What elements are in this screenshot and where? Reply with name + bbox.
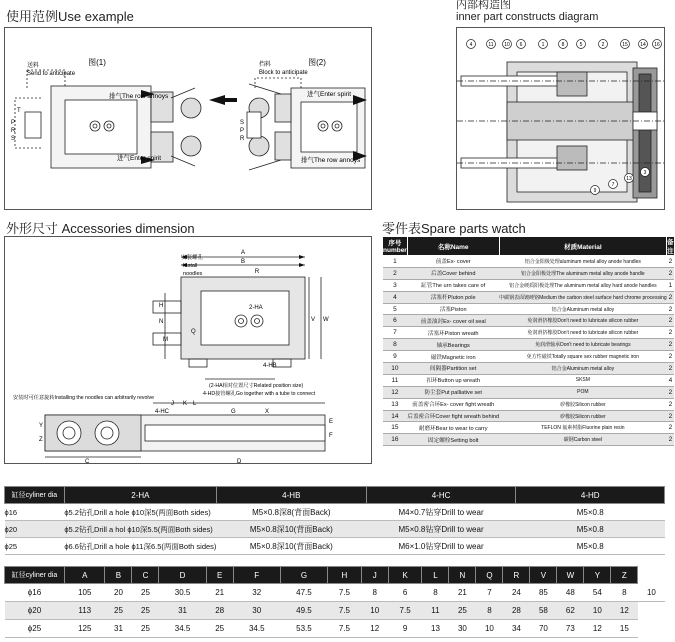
inner-title-cn: 内部构造图 [456, 0, 511, 11]
dim-label-a: A [240, 250, 246, 256]
fig2-intake-label: 进气Enter spirit [307, 91, 352, 98]
dim-cell: 7.5 [328, 584, 362, 602]
dim-cell: 25 [449, 602, 476, 620]
dim-header: K [388, 567, 422, 584]
parts-cell: 活塞杆Pluton pole [407, 291, 499, 303]
dim-cell: 25 [105, 602, 132, 620]
dim-cell: 34.5 [233, 620, 280, 638]
install-note-3: noodles [183, 271, 203, 277]
svg-text:16: 16 [654, 42, 660, 48]
parts-cell: 免润滑挤橡胶Don't need to lubricate silicon rubber [499, 327, 667, 339]
parts-cell: 2 [667, 386, 675, 398]
dim-cell: 28 [503, 602, 530, 620]
parts-cell: 15 [383, 422, 408, 434]
use-example-drawing [5, 28, 373, 211]
dim-cell: 25 [206, 620, 233, 638]
parts-header-name: 名称Name [407, 237, 499, 256]
dim-header: L [422, 567, 449, 584]
hole-spec-table [4, 486, 665, 555]
parts-header-number: 序号number [383, 237, 408, 256]
parts-cell: 磁铁Magnetic iron [407, 351, 499, 363]
parts-cell: 14 [383, 410, 408, 422]
inner-callout-top [639, 40, 648, 49]
parts-cell: 防尘套Put palliative set [407, 386, 499, 398]
parts-header-material: 材质Material [499, 237, 667, 256]
inner-callout-top [503, 40, 512, 49]
dim-cell: 32 [233, 584, 280, 602]
related-note: (2-HA相对位置尺寸Related position size) [209, 383, 304, 389]
dim-label-r: R [254, 269, 260, 275]
dim-cell: 10 [476, 620, 503, 638]
fig2-exhaust-label: 排气The row annoys [301, 157, 361, 164]
parts-cell: 2 [667, 291, 675, 303]
parts-cell: 2 [667, 422, 675, 434]
inner-title-en: inner part constructs diagram [456, 11, 599, 23]
fig1-valve-r: R [11, 128, 16, 134]
svg-text:5: 5 [579, 42, 583, 48]
fig2-label-en: Block to anticipate [259, 70, 308, 76]
dim-label-m: M [163, 337, 168, 343]
parts-cell: 前盖密合环Ex- cover fight wreath [407, 398, 499, 410]
parts-cell: 2 [667, 351, 675, 363]
svg-text:13: 13 [626, 176, 632, 182]
hole-cell: ϕ20 [5, 521, 65, 538]
dim-label-v: V [311, 317, 316, 323]
parts-row [383, 422, 675, 434]
dim-cell: ϕ20 [5, 602, 65, 620]
hole-cell: ϕ5.2钻孔Drill a hole ϕ10深5(两面Both sides) [64, 504, 216, 521]
dim-cell: 10 [361, 602, 388, 620]
dim-cell: 11 [422, 602, 449, 620]
dim-cell: 73 [557, 620, 584, 638]
dim-label-j: J [171, 401, 174, 407]
dim-cell: 58 [530, 602, 557, 620]
parts-cell: 免润滑轴承Don't need to lubricate bearings [499, 339, 667, 351]
svg-text:11: 11 [488, 42, 494, 48]
dim-header: 缸径cyliner dia [5, 567, 65, 584]
dim-cell: 12 [611, 602, 638, 620]
dim-label-x: X [265, 409, 270, 415]
dim-cell: 31 [159, 602, 206, 620]
svg-text:2: 2 [601, 42, 605, 48]
dim-cell: 20 [105, 584, 132, 602]
dim-label-l: L [193, 401, 197, 407]
parts-cell: 缸管The urn takes care of [407, 279, 499, 291]
parts-cell: 间隔器Partition set [407, 363, 499, 375]
dim-header: V [530, 567, 557, 584]
parts-cell: TEFLON 氟素树脂Fluorine plain resin [499, 422, 667, 434]
inner-callout-bottom [591, 186, 600, 195]
dim-cell: 30 [449, 620, 476, 638]
use-example-panel [4, 27, 372, 210]
parts-row [383, 363, 675, 375]
parts-cell: 2 [383, 267, 408, 279]
dim-cell: 8 [422, 584, 449, 602]
parts-cell: 2 [667, 303, 675, 315]
accessories-drawing [5, 237, 373, 465]
hole-cell: M5×0.8 [516, 504, 665, 521]
parts-cell: SKSM [499, 374, 667, 386]
inner-callout-top [621, 40, 630, 49]
hole-header-hd: 4-HD [516, 487, 665, 504]
dim-cell: 34.5 [159, 620, 206, 638]
parts-row [383, 279, 675, 291]
dim-header: H [328, 567, 362, 584]
parts-cell: 前盖油封Ex- cover oil seal [407, 315, 499, 327]
accessories-panel [4, 236, 372, 464]
dim-cell: 25 [132, 602, 159, 620]
parts-cell: 4 [383, 291, 408, 303]
dim-header: E [206, 567, 233, 584]
parts-cell: 中碳钢表面镀硬铬Medium the carbon steel surface hard chrome processing [499, 291, 667, 303]
parts-cell: 免润滑挤橡胶Don't need to lubricate silicon rubber [499, 315, 667, 327]
inner-callout-top [599, 40, 608, 49]
fig2-valve-r: R [240, 136, 245, 142]
parts-cell: 铝合金Aluminum metal alloy [499, 363, 667, 375]
fig1-valve-s: S [11, 136, 16, 142]
dim-cell: ϕ16 [5, 584, 65, 602]
parts-cell: 2 [667, 267, 675, 279]
dim-label-g: G [231, 409, 236, 415]
dim-cell: 10 [584, 602, 611, 620]
dim-label-c: C [85, 459, 90, 465]
parts-cell: 矽橡胶Silicon rubber [499, 398, 667, 410]
dim-cell: 28 [206, 602, 233, 620]
hole-cell: M5×0.8深8(背面Back) [216, 504, 366, 521]
dim-header: J [361, 567, 388, 584]
dim-cell: 21 [449, 584, 476, 602]
ha-label: 2-HA [249, 305, 263, 311]
inner-callout-bottom [641, 168, 650, 177]
parts-row [383, 434, 675, 446]
hc-label: 4-HC [155, 409, 170, 415]
parts-cell: 铝合金阳极处理The aluminum metal alloy anode handle [499, 267, 667, 279]
hole-cell: M5×0.8 [516, 538, 665, 555]
dim-cell: ϕ25 [5, 620, 65, 638]
dim-cell: 54 [584, 584, 611, 602]
dim-cell: 30 [233, 602, 280, 620]
dim-cell: 34 [503, 620, 530, 638]
inner-callout-top [577, 40, 586, 49]
hd-note: 4-HD接管螺孔Go together with a tube to connect [203, 391, 316, 397]
install-note-1: 安装螺孔 [181, 255, 204, 261]
parts-cell: 2 [667, 256, 675, 268]
parts-row [383, 339, 675, 351]
dim-cell: 105 [65, 584, 105, 602]
dim-cell: 24 [503, 584, 530, 602]
dim-cell: 125 [65, 620, 105, 638]
parts-cell: 2 [667, 363, 675, 375]
parts-cell: 固定螺栓Setting bolt [407, 434, 499, 446]
fig1-label-cn: 送料 [27, 63, 40, 69]
dim-label-d: D [237, 459, 242, 465]
dim-header: Q [476, 567, 503, 584]
hole-cell: ϕ25 [5, 538, 65, 555]
dim-cell: 85 [530, 584, 557, 602]
dim-header: W [557, 567, 584, 584]
parts-cell: 10 [383, 363, 408, 375]
dim-cell: 49.5 [280, 602, 327, 620]
dim-cell: 9 [388, 620, 422, 638]
dim-cell: 12 [584, 620, 611, 638]
install-note-2: Install [183, 263, 198, 269]
fig2-title: 图(2) [308, 58, 326, 67]
hole-header-ha: 2-HA [64, 487, 216, 504]
parts-cell: 13 [383, 398, 408, 410]
parts-cell: 活塞环Piston wreath [407, 327, 499, 339]
parts-row [383, 256, 675, 268]
dim-label-f: F [329, 433, 333, 439]
fig1-title: 图(1) [88, 58, 106, 67]
dim-cell: 21 [206, 584, 233, 602]
hole-header-hb: 4-HB [216, 487, 366, 504]
dim-header: G [280, 567, 327, 584]
parts-row [383, 398, 675, 410]
hb-label: 4-HB [263, 363, 277, 369]
inner-callout-bottom [625, 174, 634, 183]
inner-callout-top [517, 40, 526, 49]
dim-row [5, 584, 666, 602]
svg-text:9: 9 [593, 188, 597, 194]
parts-cell: 免方性磁铁Totally square sex rubber magnetic iron [499, 351, 667, 363]
hole-cell: M4×0.7钻穿Drill to wear [366, 504, 516, 521]
revolve-note: 安装时可任意旋转Installing the noodles can arbitrarily revolve [13, 395, 154, 401]
parts-cell: 3 [383, 279, 408, 291]
parts-cell: 1 [667, 279, 675, 291]
hole-header-hc: 4-HC [366, 487, 516, 504]
dim-label-b: B [240, 259, 246, 265]
hole-cell: M5×0.8 [516, 521, 665, 538]
parts-cell: 铝合金硬质阳极处理The aluminum metal alloy hard anode handles [499, 279, 667, 291]
parts-row [383, 410, 675, 422]
dimension-table [4, 566, 665, 638]
parts-cell: 2 [667, 315, 675, 327]
dim-cell: 53.5 [280, 620, 327, 638]
hole-row [5, 504, 665, 521]
parts-cell: 5 [383, 303, 408, 315]
inner-diagram-drawing [457, 28, 666, 211]
dim-cell: 70 [530, 620, 557, 638]
parts-header-note: 备注 [667, 237, 675, 256]
fig2-label-cn: 挡料 [259, 62, 272, 68]
dim-label-z: Z [39, 437, 43, 443]
dim-header: D [159, 567, 206, 584]
parts-cell: 2 [667, 398, 675, 410]
dim-cell: 113 [65, 602, 105, 620]
fig2-valve-s: S [240, 120, 245, 126]
parts-cell: 7 [383, 327, 408, 339]
parts-row [383, 291, 675, 303]
parts-cell: 后盖Cover behind [407, 267, 499, 279]
parts-cell: 后盖密合环Cover fight wreath behind [407, 410, 499, 422]
svg-text:4: 4 [469, 42, 473, 48]
hole-header-dia: 缸径cyliner dia [5, 487, 65, 504]
parts-cell: 1 [383, 256, 408, 268]
dim-cell: 8 [611, 584, 638, 602]
fig2-valve-p: P [240, 128, 245, 134]
dim-row [5, 602, 666, 620]
dim-row [5, 620, 666, 638]
parts-cell: 2 [667, 410, 675, 422]
svg-text:15: 15 [622, 42, 628, 48]
parts-cell: 铝合金阳极处理aluminum metal alloy anode handles [499, 256, 667, 268]
dim-cell: 6 [388, 584, 422, 602]
dim-header: Y [584, 567, 611, 584]
spare-parts-title: 零件表Spare parts watch [382, 221, 526, 236]
hole-cell: M6×1.0钻穿Drill to wear [366, 538, 516, 555]
dim-cell: 8 [361, 584, 388, 602]
dim-label-k: K [183, 401, 188, 407]
hole-cell: ϕ5.2钻孔Drill a hol ϕ10深5.5(两面Both sides) [64, 521, 216, 538]
parts-cell: 碳钢Carbon steel [499, 434, 667, 446]
inner-diagram-panel [456, 27, 665, 210]
dim-cell: 10 [638, 584, 665, 602]
svg-text:6: 6 [519, 42, 523, 48]
spare-parts-table [382, 236, 675, 446]
svg-text:3: 3 [643, 170, 647, 176]
parts-cell: 11 [383, 374, 408, 386]
inner-callout-top [539, 40, 548, 49]
parts-cell: 扣环Button up wreath [407, 374, 499, 386]
svg-text:8: 8 [561, 42, 565, 48]
dim-label-h: H [159, 303, 164, 309]
hole-cell: ϕ6.6钻孔Drill a hole ϕ11深6.5(两面Both sides) [64, 538, 216, 555]
parts-row [383, 351, 675, 363]
parts-cell: 铝合金Aluminum metal alloy [499, 303, 667, 315]
dim-header: F [233, 567, 280, 584]
inner-callout-top [559, 40, 568, 49]
dim-cell: 62 [557, 602, 584, 620]
fig1-valve-p: P [11, 120, 16, 126]
dim-cell: 8 [476, 602, 503, 620]
parts-row [383, 386, 675, 398]
hole-cell: ϕ16 [5, 504, 65, 521]
parts-cell: 9 [383, 351, 408, 363]
parts-cell: 4 [667, 374, 675, 386]
parts-row [383, 327, 675, 339]
parts-cell: 2 [667, 327, 675, 339]
inner-callout-top [653, 40, 662, 49]
hole-cell: M5×0.8深10(背面Back) [216, 538, 366, 555]
svg-text:7: 7 [611, 182, 615, 188]
dim-cell: 30.5 [159, 584, 206, 602]
hole-cell: M5×0.8深10(背面Back) [216, 521, 366, 538]
parts-cell: 8 [383, 339, 408, 351]
dim-cell: 7.5 [388, 602, 422, 620]
dim-cell: 47.5 [280, 584, 327, 602]
dim-header: C [132, 567, 159, 584]
dim-label-n: N [159, 319, 164, 325]
svg-text:10: 10 [504, 42, 510, 48]
dim-cell: 7 [476, 584, 503, 602]
dim-cell: 13 [422, 620, 449, 638]
dim-header: R [503, 567, 530, 584]
dim-header: Z [611, 567, 638, 584]
dim-label-y: Y [39, 423, 44, 429]
fig1-intake-label: 进气Enter spirit [117, 155, 162, 162]
dim-header: N [449, 567, 476, 584]
parts-cell: 16 [383, 434, 408, 446]
parts-cell: 耐磨环Bear to wear to carry [407, 422, 499, 434]
dim-header: B [105, 567, 132, 584]
parts-cell: 轴承Bearings [407, 339, 499, 351]
svg-text:1: 1 [541, 42, 545, 48]
fig1-exhaust-label: 排气The row annoys [109, 93, 169, 100]
dim-cell: 7.5 [328, 620, 362, 638]
dim-label-e: E [329, 419, 334, 425]
parts-cell: POM [499, 386, 667, 398]
accessories-title: 外形尺寸 Accessories dimension [6, 221, 195, 236]
dim-label-w: W [323, 317, 329, 323]
fig1-label-en: Send to anticipate [27, 71, 76, 77]
fig1-valve-t: T [17, 108, 21, 114]
parts-cell: 6 [383, 315, 408, 327]
hole-row [5, 521, 665, 538]
inner-callout-top [487, 40, 496, 49]
hole-row [5, 538, 665, 555]
parts-cell: 2 [667, 434, 675, 446]
dim-header: A [65, 567, 105, 584]
parts-cell: 活塞Piston [407, 303, 499, 315]
dim-cell: 25 [132, 584, 159, 602]
dim-cell: 7.5 [328, 602, 362, 620]
inner-callout-top [467, 40, 476, 49]
dim-cell: 31 [105, 620, 132, 638]
dim-label-q: Q [191, 329, 196, 335]
hole-cell: M5×0.8钻穿Drill to wear [366, 521, 516, 538]
dim-cell: 48 [557, 584, 584, 602]
dim-cell: 15 [611, 620, 638, 638]
parts-cell: 12 [383, 386, 408, 398]
parts-row [383, 315, 675, 327]
parts-row [383, 267, 675, 279]
parts-cell: 2 [667, 339, 675, 351]
dim-cell: 25 [132, 620, 159, 638]
parts-cell: 前盖Ex- cover [407, 256, 499, 268]
use-example-title: 使用范例Use example [6, 9, 134, 24]
parts-row [383, 303, 675, 315]
parts-cell: 矽橡胶Silicon rubber [499, 410, 667, 422]
dim-cell: 12 [361, 620, 388, 638]
inner-callout-bottom [609, 180, 618, 189]
parts-row [383, 374, 675, 386]
svg-text:14: 14 [640, 42, 646, 48]
